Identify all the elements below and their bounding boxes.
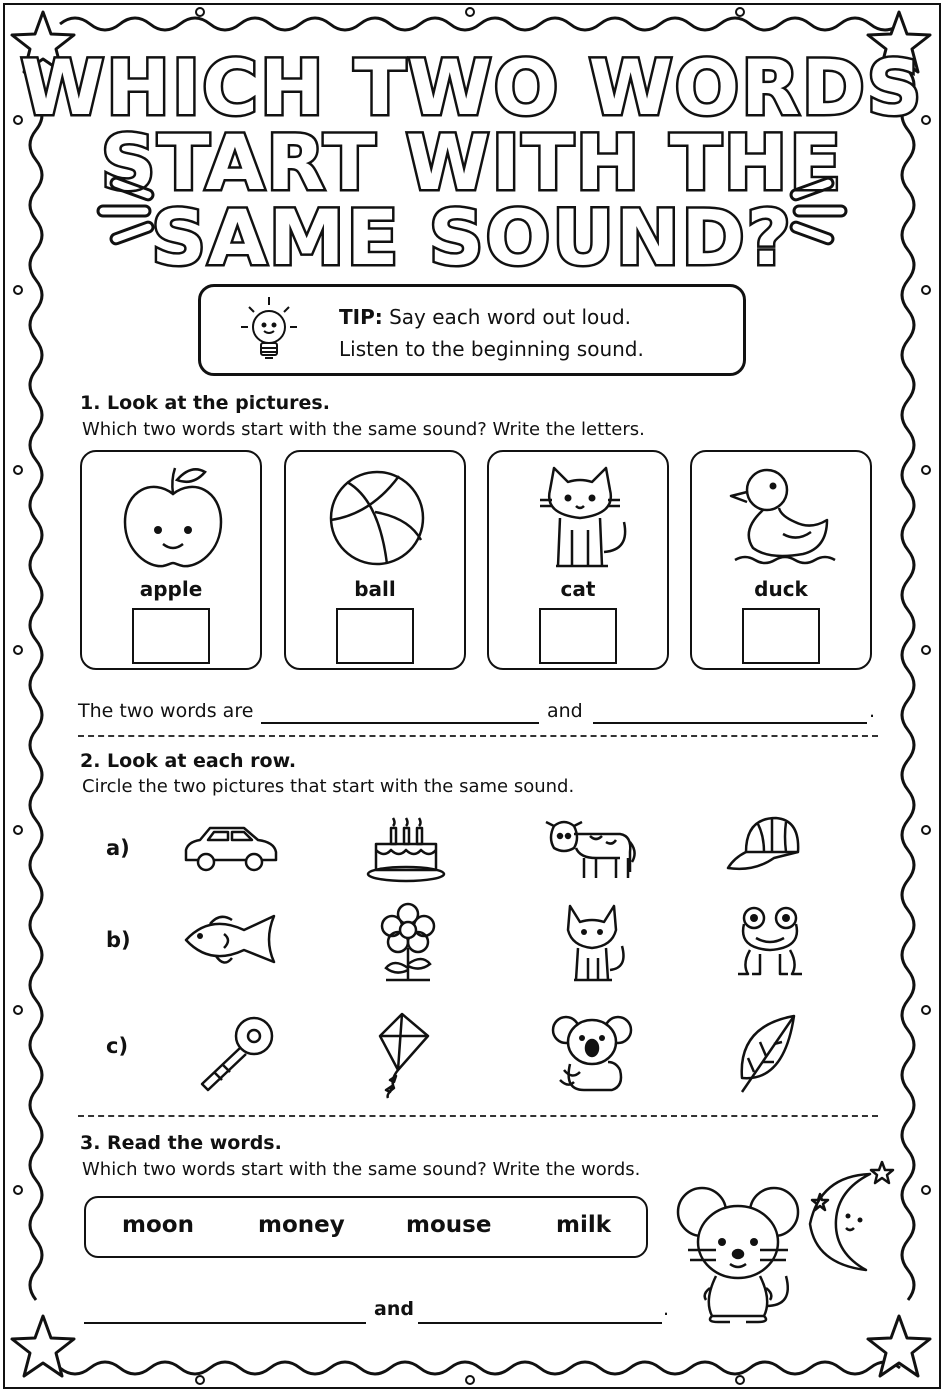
page-title-line-1: WHICH TWO WORDS: [20, 43, 924, 132]
answer-blank-3b[interactable]: [418, 1322, 662, 1324]
section-1-title: 1. Look at the pictures.: [80, 392, 330, 414]
page-title-line-2: START WITH THE: [100, 118, 844, 207]
apple-icon: [113, 460, 233, 575]
section-divider: [78, 1115, 878, 1117]
answer-end-1: .: [869, 700, 876, 722]
sparkle-lines-right: [782, 176, 852, 246]
mouse-icon: [676, 1176, 804, 1326]
word-bank-item: mouse: [406, 1212, 492, 1238]
tip-line-2: Listen to the beginning sound.: [339, 337, 644, 361]
row-label-a: a): [106, 836, 130, 860]
cake-icon[interactable]: [368, 818, 444, 881]
leaf-icon[interactable]: [734, 1012, 800, 1096]
tip-line-1: [339, 301, 644, 333]
page-title-line-3: SAME SOUND?: [151, 193, 793, 282]
picture-card-ball: [284, 450, 466, 670]
fish-icon[interactable]: [180, 906, 280, 972]
section-divider: [78, 735, 878, 737]
answer-prefix-1: The two words are: [78, 700, 254, 722]
cow-icon[interactable]: [540, 812, 640, 884]
word-bank: [84, 1196, 648, 1258]
letter-answer-box[interactable]: [742, 608, 820, 664]
word-bank-item: moon: [122, 1212, 194, 1238]
answer-end-3: .: [663, 1298, 670, 1320]
answer-join-1: and: [547, 700, 583, 722]
section-2-title: 2. Look at each row.: [80, 750, 297, 772]
flower-icon[interactable]: [376, 900, 440, 984]
frog-icon[interactable]: [734, 904, 806, 982]
cat-icon: [520, 460, 640, 575]
tip-line-1-text: Say each word out loud.: [382, 305, 631, 329]
duck-icon: [723, 460, 843, 575]
answer-blank-3a[interactable]: [84, 1322, 366, 1324]
section-1-instruction: Which two words start with the same sound? Write the letters.: [82, 419, 645, 440]
letter-answer-box[interactable]: [132, 608, 210, 664]
row-label-c: c): [106, 1034, 129, 1058]
ball-icon: [317, 460, 437, 575]
section-3-instruction: Which two words start with the same sound? Write the words.: [82, 1159, 641, 1180]
row-label-b: b): [106, 928, 131, 952]
cap-icon[interactable]: [724, 812, 804, 876]
answer-join-3: and: [374, 1298, 414, 1320]
card-word: ball: [354, 577, 396, 601]
card-word: duck: [754, 577, 808, 601]
picture-card-apple: [80, 450, 262, 670]
answer-blank-1a[interactable]: [261, 722, 539, 724]
word-bank-item: milk: [556, 1212, 612, 1238]
section-2-instruction: Circle the two pictures that start with the same sound.: [82, 776, 575, 797]
car-icon[interactable]: [180, 820, 280, 880]
tip-box: [198, 284, 746, 376]
letter-answer-box[interactable]: [336, 608, 414, 664]
answer-blank-1b[interactable]: [593, 722, 867, 724]
picture-card-duck: [690, 450, 872, 670]
moon-icon: [800, 1160, 900, 1280]
lightbulb-icon: [237, 295, 301, 367]
section-3-title: 3. Read the words.: [80, 1132, 282, 1154]
koala-icon[interactable]: [550, 1010, 636, 1094]
letter-answer-box[interactable]: [539, 608, 617, 664]
star-icon: [8, 1312, 78, 1382]
word-bank-item: money: [258, 1212, 345, 1238]
card-word: cat: [560, 577, 596, 601]
picture-card-cat: [487, 450, 669, 670]
fox-icon[interactable]: [560, 900, 630, 984]
sparkle-lines-left: [92, 176, 162, 246]
tip-label: TIP:: [339, 305, 383, 329]
key-icon[interactable]: [194, 1014, 278, 1094]
card-word: apple: [139, 577, 203, 601]
star-icon: [864, 1312, 934, 1382]
kite-icon[interactable]: [372, 1010, 432, 1100]
